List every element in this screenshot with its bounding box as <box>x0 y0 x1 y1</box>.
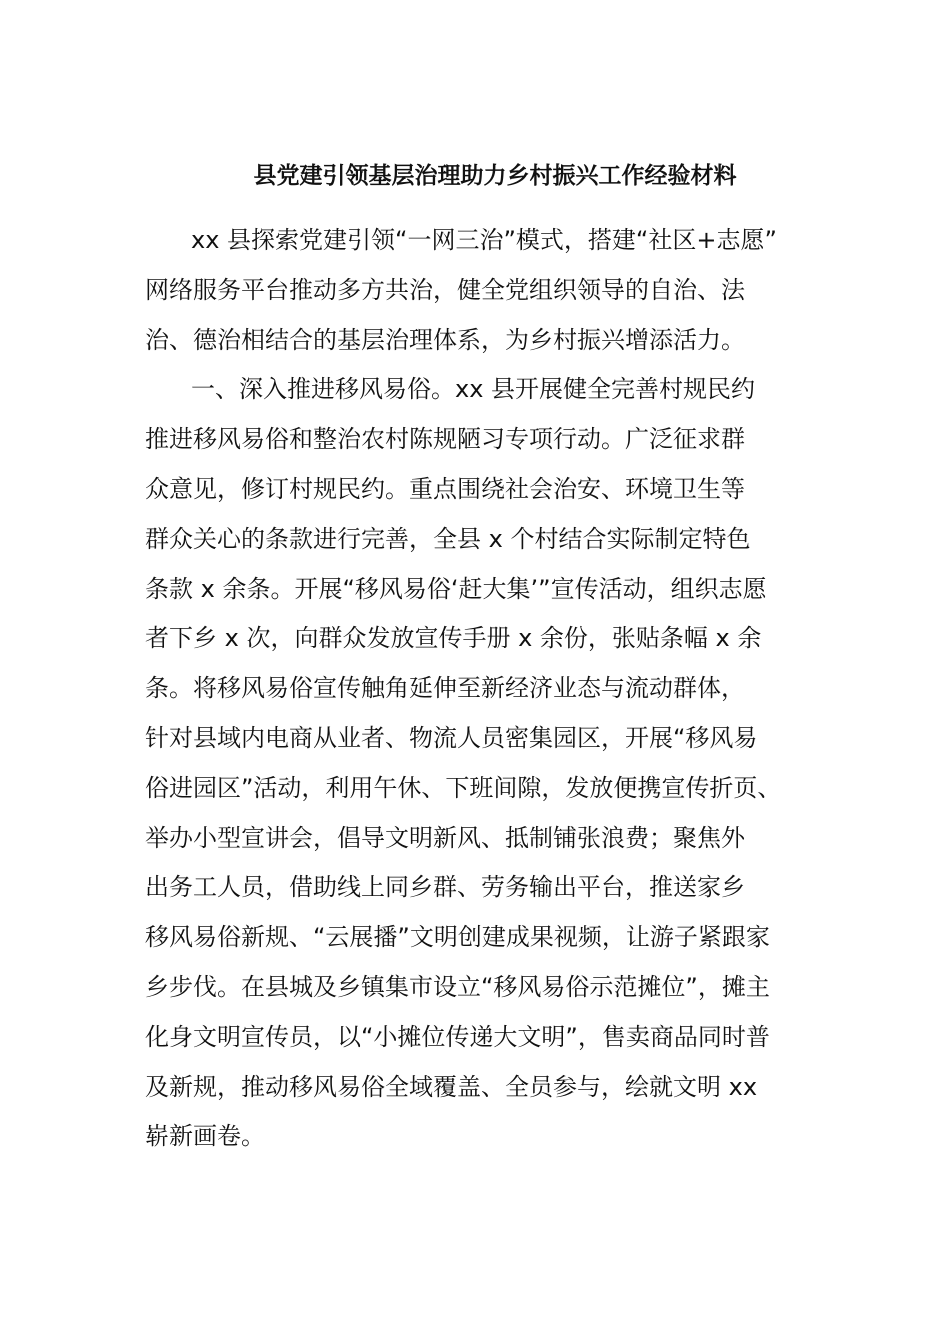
text-line: 崭新画卷。 <box>145 1122 265 1151</box>
text-line: 化身文明宣传员，以“小摊位传递大文明”，售卖商品同时普 <box>145 1022 770 1051</box>
paragraph-section-1 <box>145 365 805 1162</box>
text-line: 群众关心的条款进行完善，全县 x 个村结合实际制定特色 <box>145 524 751 553</box>
text-line: 乡步伐。在县城及乡镇集市设立“移风易俗示范摊位”，摊主 <box>145 972 770 1001</box>
text-line: xx 县探索党建引领“一网三治”模式，搭建“社区+志愿” <box>191 226 777 254</box>
document-title: 县党建引领基层治理助力乡村振兴工作经验材料 <box>253 163 737 189</box>
text-line: 举办小型宣讲会，倡导文明新风、抵制铺张浪费；聚焦外 <box>145 823 745 852</box>
text-line: 条款 x 余条。开展“移风易俗‘赶大集’”宣传活动，组织志愿 <box>145 574 767 603</box>
text-line: 及新规，推动移风易俗全域覆盖、全员参与，绘就文明 xx <box>145 1072 758 1101</box>
text-line: 治、德治相结合的基层治理体系，为乡村振兴增添活力。 <box>145 325 745 354</box>
document-body <box>145 216 805 1162</box>
text-line: 一、深入推进移风易俗。xx 县开展健全完善村规民约 <box>191 375 756 404</box>
text-line: 针对县域内电商从业者、物流人员密集园区，开展“移风易 <box>145 723 758 752</box>
text-line: 网络服务平台推动多方共治，健全党组织领导的自治、法 <box>145 275 745 304</box>
text-line: 众意见，修订村规民约。重点围绕社会治安、环境卫生等 <box>145 474 745 503</box>
text-line: 者下乡 x 次，向群众发放宣传手册 x 余份，张贴条幅 x 余 <box>145 624 762 653</box>
text-line: 条。将移风易俗宣传触角延伸至新经济业态与流动群体， <box>145 674 745 703</box>
text-line: 移风易俗新规、“云展播”文明创建成果视频，让游子紧跟家 <box>145 923 770 952</box>
text-line: 俗进园区”活动，利用午休、下班间隙，发放便携宣传折页、 <box>145 773 782 802</box>
text-line: 推进移风易俗和整治农村陈规陋习专项行动。广泛征求群 <box>145 425 745 454</box>
paragraph-intro <box>145 216 805 365</box>
text-line: 出务工人员，借助线上同乡群、劳务输出平台，推送家乡 <box>145 873 745 902</box>
